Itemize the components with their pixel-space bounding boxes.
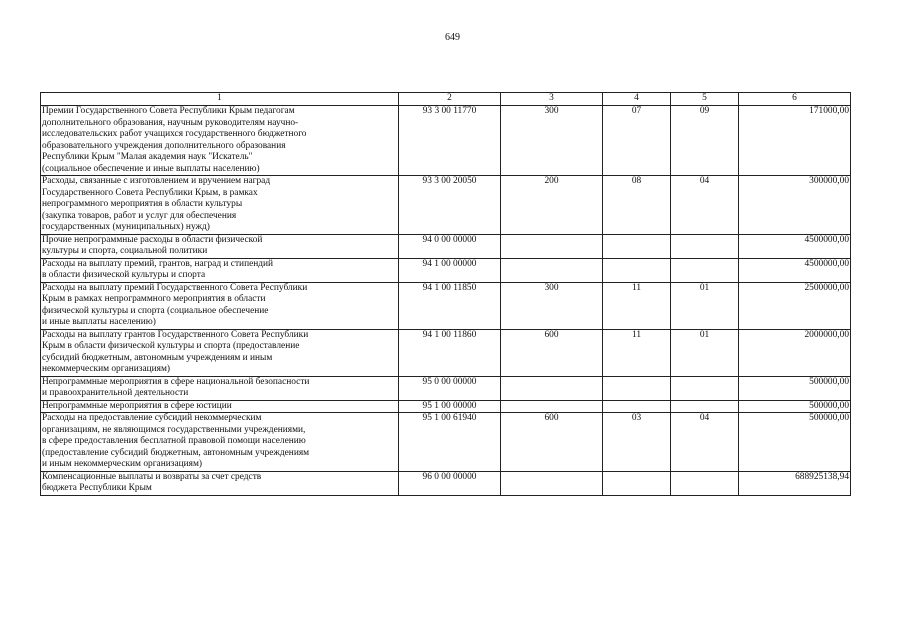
row-col-4: 11 (603, 282, 671, 329)
table-row (41, 400, 851, 413)
row-amount: 4500000,00 (739, 234, 851, 258)
header-row (41, 93, 851, 106)
row-col-5: 09 (671, 106, 739, 176)
row-col-4: 11 (603, 329, 671, 376)
row-col-4: 08 (603, 176, 671, 235)
table-row (41, 471, 851, 495)
row-col-5 (671, 234, 739, 258)
page-number: 649 (445, 32, 460, 43)
row-amount: 4500000,00 (739, 258, 851, 282)
row-col-5 (671, 400, 739, 413)
row-code: 95 1 00 00000 (399, 400, 501, 413)
budget-table (40, 92, 851, 496)
table-row (41, 282, 851, 329)
row-code: 93 3 00 11770 (399, 106, 501, 176)
row-code: 94 1 00 11850 (399, 282, 501, 329)
row-code: 93 3 00 20050 (399, 176, 501, 235)
row-col-5: 01 (671, 329, 739, 376)
row-col-4 (603, 471, 671, 495)
table-row (41, 413, 851, 472)
row-description: Премии Государственного Совета Республики Крым педагогам дополнительного образования, научным руководителям научно- исследовательских работ учащихся государственного бюджетного образовательного учреждения дополнительного образования Республики Крым "Малая академия наук "Искатель" (социальное обеспечение и иные выплаты населению) (41, 106, 399, 176)
table-row (41, 106, 851, 176)
row-code: 96 0 00 00000 (399, 471, 501, 495)
row-col-4 (603, 258, 671, 282)
row-amount: 688925138,94 (739, 471, 851, 495)
row-amount: 300000,00 (739, 176, 851, 235)
header-col-4: 4 (603, 93, 671, 106)
table-row (41, 258, 851, 282)
row-amount: 2000000,00 (739, 329, 851, 376)
row-amount: 500000,00 (739, 376, 851, 400)
row-col-4 (603, 400, 671, 413)
row-code: 95 1 00 61940 (399, 413, 501, 472)
row-col-5: 04 (671, 176, 739, 235)
row-col-5 (671, 471, 739, 495)
row-col-4 (603, 234, 671, 258)
row-description: Расходы, связанные с изготовлением и вручением наград Государственного Совета Республики Крым, в рамках непрограммного мероприятия в области культуры (закупка товаров, работ и услуг для обеспечения государственных (муниципальных) нужд) (41, 176, 399, 235)
header-col-6: 6 (739, 93, 851, 106)
row-description: Расходы на выплату грантов Государственного Совета Республики Крым в области физической культуры и спорта (предоставление субсидий бюджетным, автономным учреждениям и иным некоммерческим организациям) (41, 329, 399, 376)
row-description: Расходы на предоставление субсидий некоммерческим организациям, не являющимся государственными учреждениями, в сфере предоставления бесплатной правовой помощи населению (предоставление субсидий бюджетным, автономным учреждениям и иным некоммерческим организациям) (41, 413, 399, 472)
row-col-3 (501, 471, 603, 495)
row-amount: 500000,00 (739, 400, 851, 413)
row-code: 94 1 00 00000 (399, 258, 501, 282)
row-col-3 (501, 400, 603, 413)
row-amount: 500000,00 (739, 413, 851, 472)
row-code: 94 0 00 00000 (399, 234, 501, 258)
table-row (41, 234, 851, 258)
header-col-3: 3 (501, 93, 603, 106)
row-description: Расходы на выплату премий Государственного Совета Республики Крым в рамках непрограммного мероприятия в области физической культуры и спорта (социальное обеспечение и иные выплаты населению) (41, 282, 399, 329)
table-row (41, 176, 851, 235)
row-col-3: 600 (501, 413, 603, 472)
row-col-3: 200 (501, 176, 603, 235)
row-amount: 171000,00 (739, 106, 851, 176)
row-col-4: 03 (603, 413, 671, 472)
row-col-3 (501, 258, 603, 282)
header-col-5: 5 (671, 93, 739, 106)
row-col-5: 04 (671, 413, 739, 472)
row-description: Прочие непрограммные расходы в области физической культуры и спорта, социальной политики (41, 234, 399, 258)
table-row (41, 376, 851, 400)
row-description: Непрограммные мероприятия в сфере национальной безопасности и правоохранительной деятельности (41, 376, 399, 400)
row-col-5: 01 (671, 282, 739, 329)
row-description: Компенсационные выплаты и возвраты за счет средств бюджета Республики Крым (41, 471, 399, 495)
row-code: 94 1 00 11860 (399, 329, 501, 376)
row-code: 95 0 00 00000 (399, 376, 501, 400)
header-col-1: 1 (41, 93, 399, 106)
row-description: Расходы на выплату премий, грантов, наград и стипендий в области физической культуры и спорта (41, 258, 399, 282)
row-description: Непрограммные мероприятия в сфере юстиции (41, 400, 399, 413)
row-col-3: 300 (501, 106, 603, 176)
row-col-3: 600 (501, 329, 603, 376)
row-col-4: 07 (603, 106, 671, 176)
row-col-5 (671, 376, 739, 400)
row-amount: 2500000,00 (739, 282, 851, 329)
table-row (41, 329, 851, 376)
row-col-3: 300 (501, 282, 603, 329)
row-col-3 (501, 234, 603, 258)
header-col-2: 2 (399, 93, 501, 106)
row-col-3 (501, 376, 603, 400)
row-col-4 (603, 376, 671, 400)
row-col-5 (671, 258, 739, 282)
